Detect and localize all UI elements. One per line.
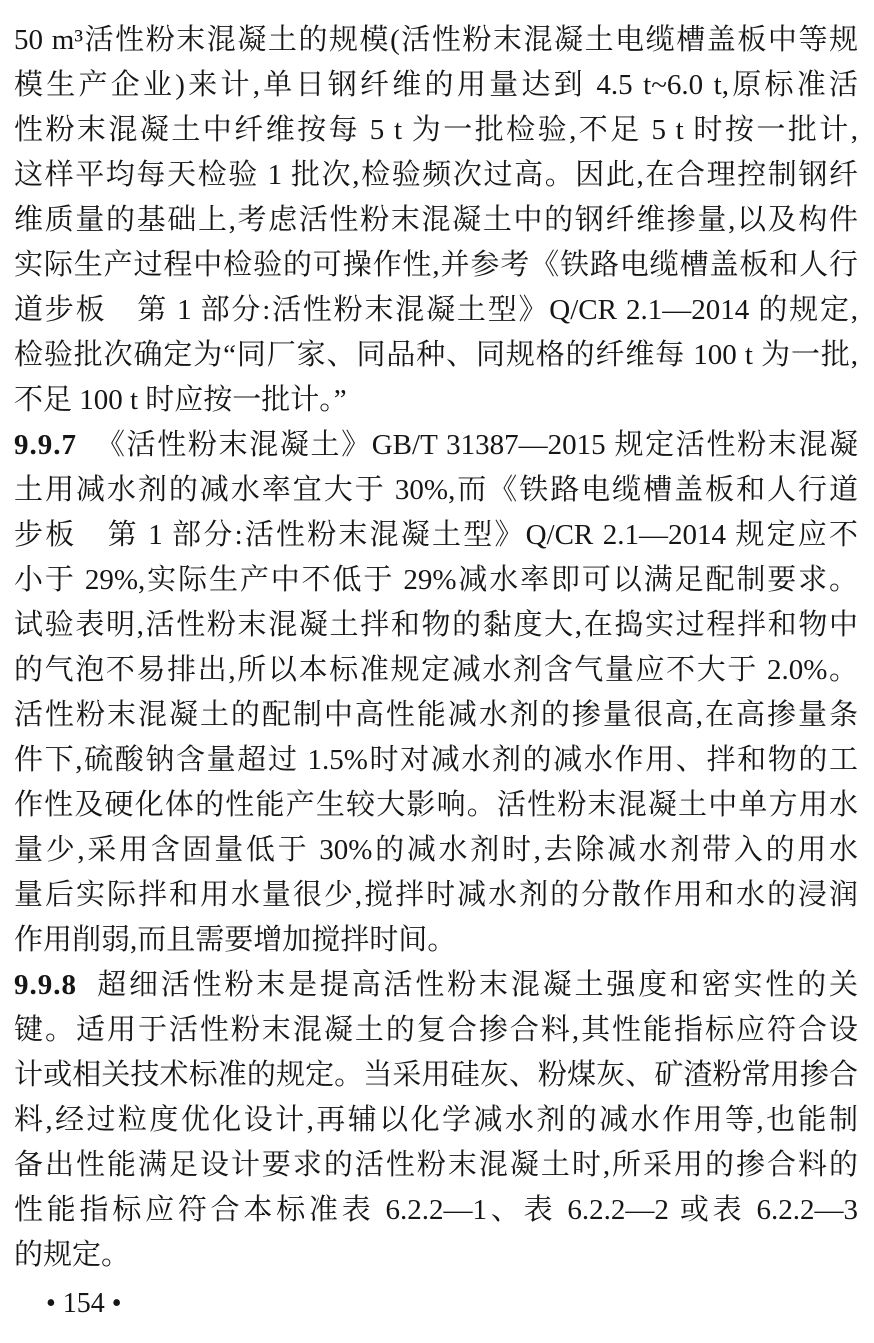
text-line xyxy=(14,1143,858,1188)
text-line xyxy=(14,288,858,333)
line-text: 实际生产过程中检验的可操作性,并参考《铁路电缆槽盖板和人行 xyxy=(14,249,858,281)
text-line xyxy=(14,648,858,693)
line-text: 性粉末混凝土中纤维按每 5 t 为一批检验,不足 5 t 时按一批计, xyxy=(14,114,858,146)
line-text: 件下,硫酸钠含量超过 1.5%时对减水剂的减水作用、拌和物的工 xyxy=(14,744,858,776)
line-text: 键。适用于活性粉末混凝土的复合掺合料,其性能指标应符合设 xyxy=(14,1014,858,1046)
line-text: 50 m³活性粉末混凝土的规模(活性粉末混凝土电缆槽盖板中等规 xyxy=(14,24,858,56)
text-line xyxy=(14,513,858,558)
text-line xyxy=(14,243,858,288)
text-line xyxy=(14,828,858,873)
text-line xyxy=(14,1098,858,1143)
text-line xyxy=(14,693,858,738)
line-text: 土用减水剂的减水率宜大于 30%,而《铁路电缆槽盖板和人行道 xyxy=(14,474,858,506)
line-text: 作用削弱,而且需要增加搅拌时间。 xyxy=(14,924,457,956)
line-text: 维质量的基础上,考虑活性粉末混凝土中的钢纤维掺量,以及构件 xyxy=(14,204,858,236)
text-line xyxy=(14,108,858,153)
text-line xyxy=(14,738,858,783)
text-line xyxy=(14,558,858,603)
line-text: 量少,采用含固量低于 30%的减水剂时,去除减水剂带入的用水 xyxy=(14,834,858,866)
line-text: 这样平均每天检验 1 批次,检验频次过高。因此,在合理控制钢纤 xyxy=(14,159,858,191)
line-text: 计或相关技术标准的规定。当采用硅灰、粉煤灰、矿渣粉常用掺合 xyxy=(14,1059,858,1091)
text-line xyxy=(14,1233,858,1278)
line-text: 《活性粉末混凝土》GB/T 31387—2015 规定活性粉末混凝 xyxy=(94,429,858,461)
section-number: 9.9.7 xyxy=(14,429,77,461)
text-line xyxy=(14,63,858,108)
text-line xyxy=(14,468,858,513)
line-text: 模生产企业)来计,单日钢纤维的用量达到 4.5 t~6.0 t,原标准活 xyxy=(14,69,858,101)
text-line xyxy=(14,963,858,1008)
line-text: 道步板 第 1 部分:活性粉末混凝土型》Q/CR 2.1—2014 的规定, xyxy=(14,294,858,326)
line-text: 性能指标应符合本标准表 6.2.2—1、表 6.2.2—2 或表 6.2.2—3 xyxy=(14,1194,858,1226)
text-line xyxy=(14,1053,858,1098)
line-text: 量后实际拌和用水量很少,搅拌时减水剂的分散作用和水的浸润 xyxy=(14,879,858,911)
line-text: 的规定。 xyxy=(14,1239,131,1271)
text-line xyxy=(14,333,858,378)
text-line xyxy=(14,423,858,468)
text-line xyxy=(14,198,858,243)
body-text xyxy=(14,18,858,1278)
line-text: 料,经过粒度优化设计,再辅以化学减水剂的减水作用等,也能制 xyxy=(14,1104,858,1136)
text-line xyxy=(14,18,858,63)
text-line xyxy=(14,1008,858,1053)
line-text: 超细活性粉末是提高活性粉末混凝土强度和密实性的关 xyxy=(94,969,858,1001)
text-line xyxy=(14,873,858,918)
text-line xyxy=(14,153,858,198)
line-text: 试验表明,活性粉末混凝土拌和物的黏度大,在捣实过程拌和物中 xyxy=(14,609,858,641)
text-line xyxy=(14,783,858,828)
line-text: 小于 29%,实际生产中不低于 29%减水率即可以满足配制要求。 xyxy=(14,564,858,596)
line-text: 步板 第 1 部分:活性粉末混凝土型》Q/CR 2.1—2014 规定应不 xyxy=(14,519,858,551)
line-text: 不足 100 t 时应按一批计。” xyxy=(14,384,347,416)
line-text: 检验批次确定为“同厂家、同品种、同规格的纤维每 100 t 为一批, xyxy=(14,339,858,371)
text-line xyxy=(14,378,858,423)
page-number: • 154 • xyxy=(46,1288,122,1319)
section-number: 9.9.8 xyxy=(14,969,77,1001)
line-text: 活性粉末混凝土的配制中高性能减水剂的掺量很高,在高掺量条 xyxy=(14,699,858,731)
text-line xyxy=(14,1188,858,1233)
text-line xyxy=(14,918,858,963)
line-text: 的气泡不易排出,所以本标准规定减水剂含气量应不大于 2.0%。 xyxy=(14,654,858,686)
text-line xyxy=(14,603,858,648)
line-text: 作性及硬化体的性能产生较大影响。活性粉末混凝土中单方用水 xyxy=(14,789,858,821)
line-text: 备出性能满足设计要求的活性粉末混凝土时,所采用的掺合料的 xyxy=(14,1149,858,1181)
